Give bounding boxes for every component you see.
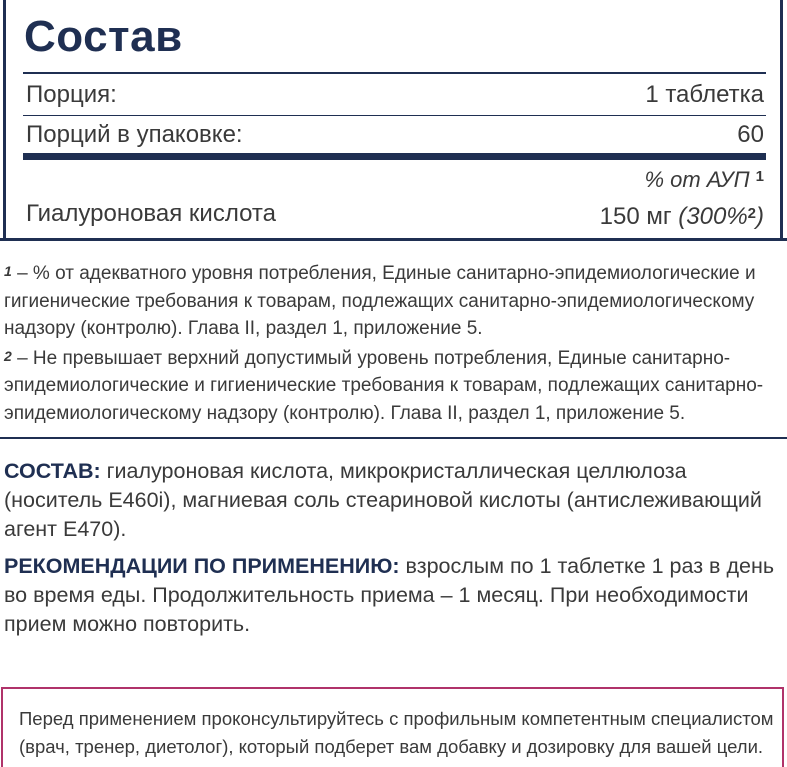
header-thick-rule bbox=[23, 153, 766, 160]
servings-per-pack-row bbox=[26, 120, 764, 150]
recommendations-label: РЕКОМЕНДАЦИИ ПО ПРИМЕНЕНИЮ: bbox=[4, 554, 400, 578]
recommendations-text: взрослым по 1 таблетке 1 раз в день во время еды. Продолжительность приема – 1 месяц. При необходимости прием можно повторить. bbox=[4, 554, 775, 636]
footnote-text: – Не превышает верхний допустимый уровень потребления, Единые санитарно-эпидемиологические и гигиенические требования к товарам, подлежащих санитарно-эпидемиологическому надзору (контролю). Глава II, раздел 1, приложение 5. bbox=[4, 347, 764, 424]
serving-row bbox=[26, 80, 764, 110]
title-rule bbox=[23, 72, 766, 74]
servings-per-pack-value: 60 bbox=[737, 121, 764, 148]
serving-rule bbox=[23, 115, 766, 116]
footnote-1 bbox=[4, 258, 784, 343]
warning-text: Перед применением проконсультируйтесь с профильным компетентным специалистом (врач, тренер, диетолог), который подберет вам добавку и дозировку для вашей цели. bbox=[19, 708, 774, 757]
facts-title: Состав bbox=[24, 12, 183, 61]
supplement-facts-box bbox=[3, 0, 783, 238]
serving-value: 1 таблетка bbox=[645, 81, 764, 108]
footnote-2 bbox=[4, 343, 784, 428]
aup-header: % от АУП $^1$ bbox=[644, 167, 764, 192]
composition-text: гиалуроновая кислота, микрокристаллическая целлюлоза (носитель Е460i), магниевая соль стеариновой кислоты (антислеживающий агент Е470). bbox=[4, 459, 762, 541]
aup-footnote-marker: 1 bbox=[755, 168, 764, 185]
ingredient-percent: (300% bbox=[678, 203, 748, 230]
facts-bottom-rule bbox=[0, 238, 787, 241]
footnote-text: – % от адекватного уровня потребления, Единые санитарно-эпидемиологические и гигиенические требования к товарам, подлежащих санитарно-эпидемиологическому надзору (контролю). Глава II, раздел 1, приложение 5. bbox=[4, 263, 756, 339]
servings-per-pack-label: Порций в упаковке: bbox=[26, 121, 243, 148]
footnotes bbox=[4, 258, 784, 427]
ingredient-name: Гиалуроновая кислота bbox=[26, 200, 276, 227]
composition-section bbox=[4, 457, 784, 639]
section-divider bbox=[0, 437, 787, 439]
recommendations-paragraph bbox=[4, 552, 784, 639]
warning-box bbox=[1, 687, 784, 767]
composition-paragraph bbox=[4, 457, 784, 544]
footnote-marker: 1 bbox=[4, 263, 12, 279]
serving-label: Порция: bbox=[26, 81, 117, 108]
percent-footnote-marker: 2 bbox=[747, 205, 756, 222]
ingredient-row bbox=[26, 199, 764, 232]
footnote-marker: 2 bbox=[4, 347, 12, 364]
ingredient-amount: 150 мг bbox=[599, 203, 672, 230]
ingredient-value: 150 мг (300%$^2$) bbox=[599, 203, 764, 230]
composition-label: СОСТАВ: bbox=[4, 459, 101, 483]
